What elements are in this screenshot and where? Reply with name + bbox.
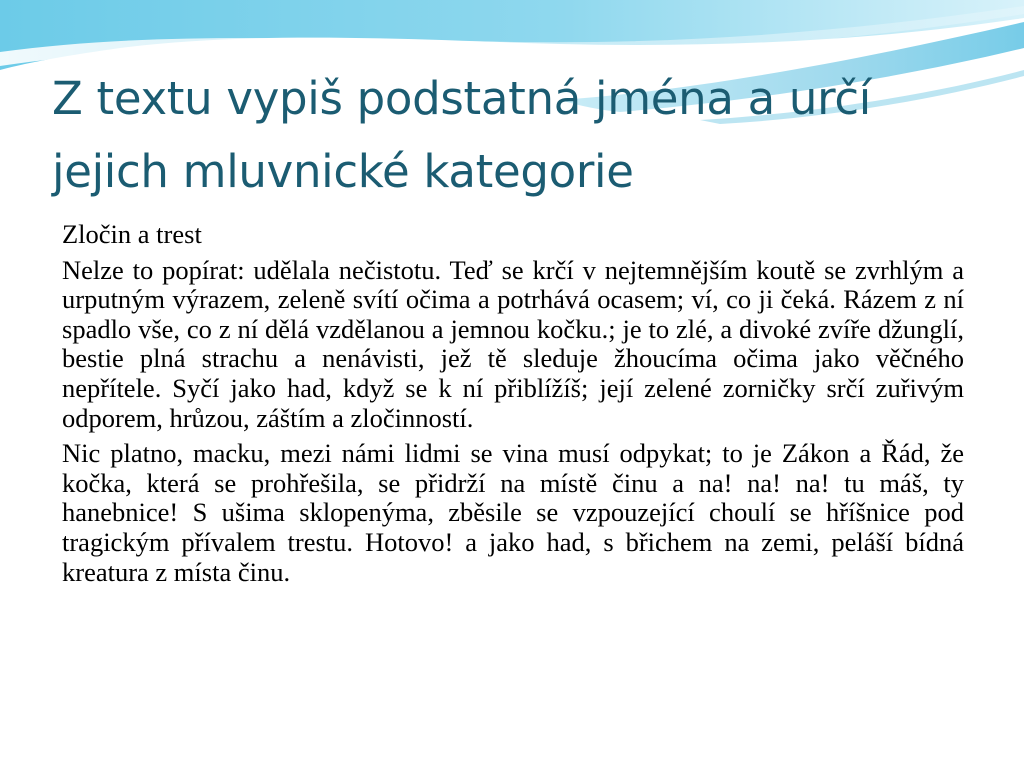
text-heading: Zločin a trest: [62, 219, 202, 249]
paragraph-1: Nelze to popírat: udělala nečistotu. Teď se krčí v nejtemnějším koutě se zvrhlým a urputným výrazem, zeleně svítí očima a potrhává ocasem; ví, co ji čeká. Rázem z ní spadlo vše, co z ní dělá vzdělanou a jemnou kočku.; je to zlé, a divoké zvíře džunglí, bestie plná strachu a nenávisti, jež tě sleduje žhoucíma očima jako věčného nepřítele. Syčí jako had, když se k ní přiblížíš; její zelené zorničky srčí zuřivým odporem, hrůzou, záštím a zločinností.: [62, 254, 964, 433]
slide-title: Z textu vypiš podstatná jména a určí jejich mluvnické kategorie: [52, 72, 871, 198]
paragraph-2: Nic platno, macku, mezi námi lidmi se vina musí odpykat; to je Zákon a Řád, že kočka, která se prohřešila, se přidrží na místě činu a na! na! na! tu máš, ty hanebnice! S ušima sklopenýma, zběsile se vzpouzející choulí se hříšnice pod tragickým přívalem trestu. Hotovo! a jako had, s břichem na zemi, peláší bídná kreatura z místa činu.: [62, 438, 964, 587]
slide-body: [62, 220, 964, 593]
